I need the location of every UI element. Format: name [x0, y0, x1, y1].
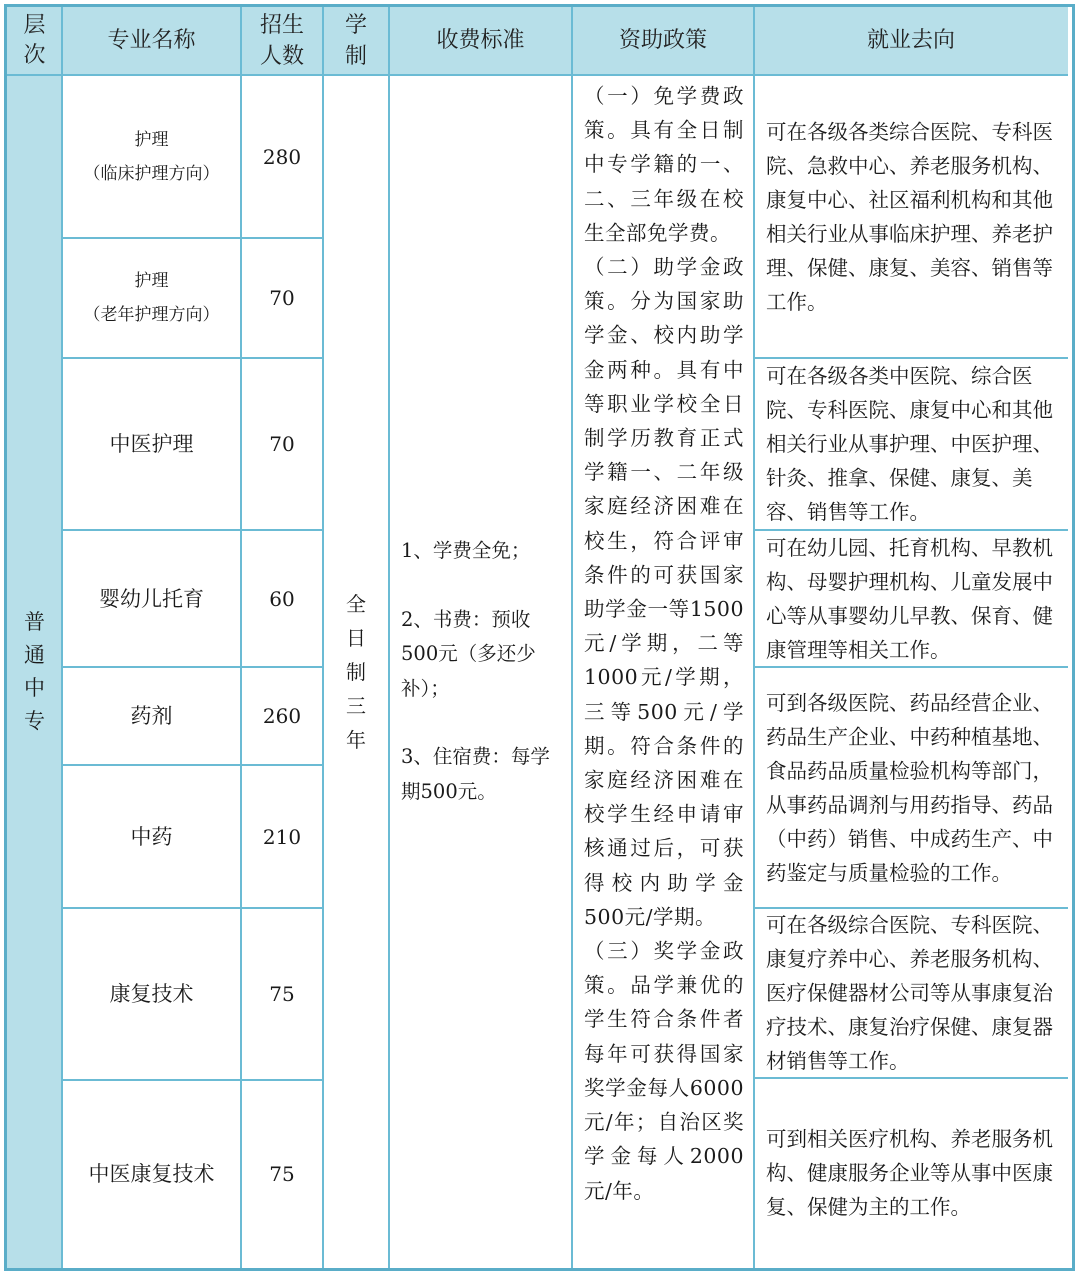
aid-policy-item: （二）助学金政策。分为国家助学金、校内助学金两种。具有中等职业学校全日制学历教育正式学籍一、二年级家庭经济困难在校生，符合评审条件的可获国家助学金一等1500元/学期，二等1000元/学期，三等500元/学期。符合条件的家庭经济困难在校学生经申请审核通过后，可获得校内助学金500元/学期。 [584, 255, 744, 929]
career-cell-1 [754, 75, 1068, 358]
header-enrollment [241, 7, 323, 75]
enrollment-value: 60 [269, 586, 295, 611]
header-fees-text: 收费标准 [436, 28, 525, 53]
duration-text: 全日制三年 [346, 591, 366, 752]
career-text: 可在幼儿园、托育机构、早教机构、母婴护理机构、儿童发展中心等从事婴幼儿早教、保育、健康管理等相关工作。 [766, 535, 1053, 662]
row-divider [62, 357, 323, 359]
major-name: 药剂 [130, 704, 173, 728]
major-name: 中药 [130, 824, 173, 849]
col-divider [571, 7, 573, 1268]
aid-policy-item: （三）奖学金政策。品学兼优的学生符合条件者每年可获得国家奖学金每人6000元/年；自治区奖学金每人2000元/年。 [584, 939, 744, 1203]
enrollment-4 [241, 530, 323, 667]
header-aid [572, 7, 754, 75]
row-divider [62, 237, 323, 239]
major-row-3 [62, 358, 241, 530]
header-fees [389, 7, 572, 75]
major-name: 中医护理 [109, 432, 194, 456]
career-row-divider [754, 357, 1068, 359]
career-row-divider [754, 529, 1068, 531]
career-row-divider [754, 666, 1068, 668]
enrollment-value: 280 [262, 144, 302, 169]
career-cell-4 [754, 667, 1068, 908]
header-enrollment-text: 招生人数 [259, 13, 304, 69]
row-divider [62, 529, 323, 531]
enrollment-value: 70 [269, 432, 295, 456]
enrollment-6 [241, 765, 323, 908]
row-divider [62, 666, 323, 668]
enrollment-8 [241, 1080, 323, 1268]
major-sub: （老年护理方向） [83, 305, 220, 325]
career-text: 可在各级各类中医院、综合医院、专科医院、康复中心和其他相关行业从事护理、中医护理、针灸、推拿、保健、康复、美容、销售等工作。 [766, 364, 1053, 524]
career-cell-6 [754, 1078, 1068, 1268]
fees-cell [389, 75, 572, 1268]
row-divider [62, 907, 323, 909]
career-cell-5 [754, 908, 1068, 1078]
career-text: 可在各级综合医院、专科医院、康复疗养中心、养老服务机构、医疗保健器材公司等从事康复治疗技术、康复治疗保健、康复器材销售等工作。 [766, 913, 1053, 1073]
career-text: 可在各级各类综合医院、专科医院、急救中心、养老服务机构、康复中心、社区福利机构和其他相关行业从事临床护理、养老护理、保健、康复、美容、销售等工作。 [766, 119, 1053, 314]
header-career [754, 7, 1068, 75]
aid-policy-cell [572, 75, 754, 1268]
aid-policy-item: （一）免学费政策。具有全日制中专学籍的一、二、三年级在校生全部免学费。 [584, 84, 744, 245]
fee-item: 1、学费全免； [401, 539, 531, 562]
enrollment-3 [241, 358, 323, 530]
fee-item: 3、住宿费：每学期500元。 [401, 745, 550, 803]
header-level-text: 层次 [23, 13, 46, 68]
header-major [62, 7, 241, 75]
career-cell-3 [754, 530, 1068, 667]
level-text: 普通中专 [24, 609, 45, 733]
major-name: 婴幼儿托育 [99, 586, 204, 611]
major-row-8 [62, 1080, 241, 1268]
header-major-text: 专业名称 [107, 28, 196, 53]
level-cell [7, 75, 62, 1268]
header-duration [323, 7, 389, 75]
major-sub: （临床护理方向） [83, 163, 220, 184]
enrollment-1 [241, 75, 323, 238]
major-name: 护理 [134, 129, 169, 150]
major-row-7 [62, 908, 241, 1080]
enrollment-2 [241, 238, 323, 358]
header-divider [7, 74, 1068, 76]
enrollment-value: 210 [262, 824, 302, 849]
header-level [7, 7, 62, 75]
major-row-5 [62, 667, 241, 765]
major-row-2 [62, 238, 241, 358]
major-name: 中医康复技术 [88, 1162, 215, 1186]
col-divider [388, 7, 390, 1268]
career-row-divider [754, 1077, 1068, 1079]
enrollment-value: 70 [269, 286, 295, 310]
career-row-divider [754, 907, 1068, 909]
career-cell-2 [754, 358, 1068, 530]
enrollment-value: 75 [269, 982, 295, 1006]
enrollment-5 [241, 667, 323, 765]
header-career-text: 就业去向 [866, 28, 955, 53]
career-text: 可到相关医疗机构、养老服务机构、健康服务企业等从事中医康复、保健为主的工作。 [766, 1127, 1053, 1219]
row-divider [62, 764, 323, 766]
major-name: 康复技术 [109, 982, 194, 1006]
fee-item: 2、书费：预收500元（多还少补）； [401, 607, 536, 700]
major-row-4 [62, 530, 241, 667]
enrollment-7 [241, 908, 323, 1080]
career-text: 可到各级医院、药品经营企业、药品生产企业、中药种植基地、食品药品质量检验机构等部门，从事药品调剂与用药指导、药品（中药）销售、中成药生产、中药鉴定与质量检验的工作。 [766, 690, 1053, 885]
header-aid-text: 资助政策 [618, 28, 707, 53]
major-row-6 [62, 765, 241, 908]
major-row-1 [62, 75, 241, 238]
duration-cell [323, 75, 389, 1268]
enrollment-value: 260 [262, 704, 302, 728]
header-duration-text: 学制 [344, 13, 367, 69]
row-divider [62, 1079, 323, 1081]
major-name: 护理 [134, 271, 169, 291]
enrollment-value: 75 [269, 1162, 295, 1186]
